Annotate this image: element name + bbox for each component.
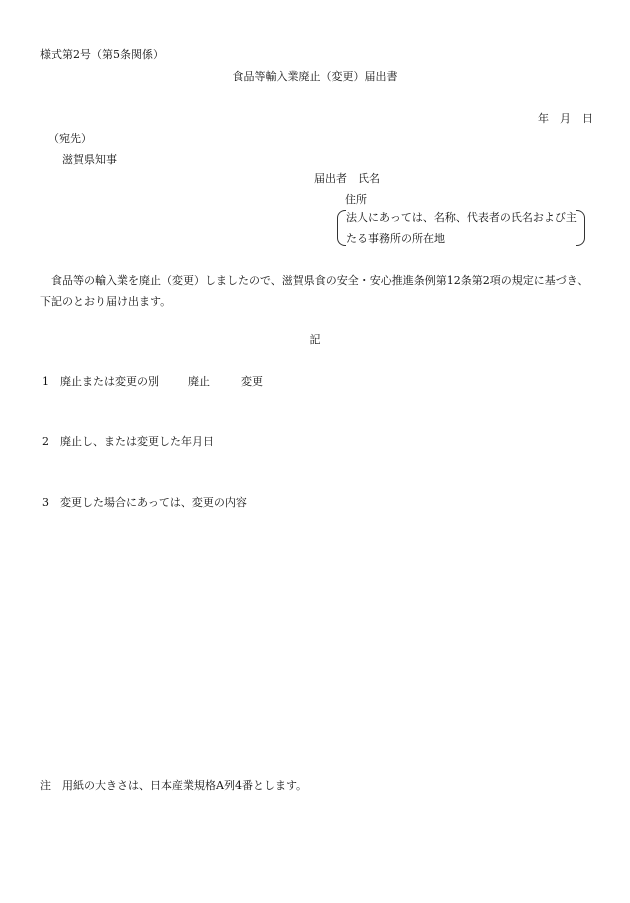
item-1-label: 1 廃止または変更の別 [42,375,159,388]
left-bracket [337,210,346,246]
document-title: 食品等輸入業廃止（変更）届出書 [232,70,398,83]
item-2-label: 2 廃止し、または変更した年月日 [42,435,214,448]
option-abolish: 廃止 [188,375,210,388]
applicant-name-label: 届出者 氏名 [314,172,380,185]
right-bracket [576,210,585,246]
date-field: 年 月 日 [538,112,593,125]
item-3-label: 3 変更した場合にあっては、変更の内容 [42,496,247,509]
corporate-note-line-1: 法人にあっては、名称、代表者の氏名および主 [346,211,577,224]
addressee-label: （宛先） [48,132,92,145]
ki-heading: 記 [309,333,321,346]
form-number: 様式第2号（第5条関係） [40,48,164,61]
corporate-note-line-2: たる事務所の所在地 [346,232,445,245]
option-change: 変更 [241,375,263,388]
footnote: 注 用紙の大きさは、日本産業規格A列4番とします。 [40,779,308,792]
body-paragraph: 食品等の輸入業を廃止（変更）しましたので、滋賀県食の安全・安心推進条例第12条第2項の規定に基づき、下記のとおり届け出ます。 [40,274,589,308]
applicant-address-label: 住所 [345,193,367,206]
addressee-name: 滋賀県知事 [62,153,117,166]
